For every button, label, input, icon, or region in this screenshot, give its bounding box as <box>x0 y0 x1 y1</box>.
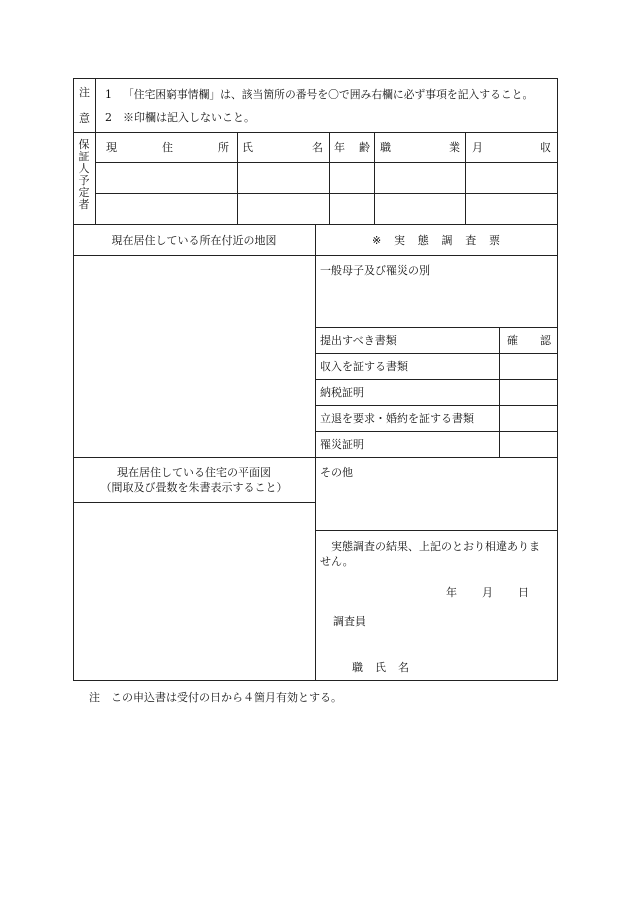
docs-row-divider-2 <box>315 379 558 380</box>
floorplan-header-2: （間取及び畳数を朱書表示すること） <box>100 481 288 494</box>
guarantor-side-label: 保 証 人 予 定 者 <box>78 138 90 211</box>
note-item-2-text: ※印欄は記入しないこと。 <box>123 111 255 124</box>
other-label: その他 <box>320 466 353 479</box>
notes-label-1: 注 <box>79 86 90 99</box>
docs-row-divider-3 <box>315 405 558 406</box>
guarantor-row-divider-1 <box>95 162 558 163</box>
note-item-1-text: 「住宅困窮事情欄」は、該当箇所の番号を〇で囲み右欄に必ず事項を記入すること。 <box>123 88 534 101</box>
notes-divider <box>95 78 96 133</box>
docs-header: 提出すべき書類 <box>320 334 397 347</box>
docs-confirm-divider <box>499 327 500 457</box>
col-header-address: 現 住 所 <box>106 141 229 154</box>
col-header-name: 氏 名 <box>242 141 323 154</box>
guarantor-col-divider-2 <box>329 132 330 225</box>
doc-item-disaster: 罹災証明 <box>320 438 364 451</box>
category-label: 一般母子及び罹災の別 <box>320 264 430 277</box>
doc-item-tax: 納税証明 <box>320 386 364 399</box>
col-header-age: 年 齢 <box>334 141 370 154</box>
doc-item-eviction: 立退を要求・婚約を証する書類 <box>320 412 474 425</box>
survey-header: ※ 実 態 調 査 票 <box>372 234 500 247</box>
investigator-label: 調査員 <box>333 615 366 628</box>
middle-divider <box>73 457 558 458</box>
category-divider <box>315 327 558 328</box>
other-divider <box>315 530 558 531</box>
note-item-1-num: 1 <box>105 88 112 101</box>
guarantor-col-divider-1 <box>237 132 238 225</box>
confirm-header: 確 認 <box>507 334 551 347</box>
doc-item-income: 収入を証する書類 <box>320 360 408 373</box>
date-month: 月 <box>482 586 493 599</box>
notes-box <box>73 78 558 133</box>
note-item-2-num: 2 <box>105 111 112 124</box>
floorplan-area[interactable] <box>74 503 315 680</box>
guarantor-col-divider-3 <box>374 132 375 225</box>
result-text-1: 実態調査の結果、上記のとおり相違ありま <box>331 540 540 553</box>
main-vertical-split <box>315 224 316 681</box>
col-header-job: 職 業 <box>380 141 460 154</box>
docs-row-divider-4 <box>315 431 558 432</box>
floorplan-header-1: 現在居住している住宅の平面図 <box>117 466 271 479</box>
docs-row-divider-1 <box>315 353 558 354</box>
footer-note: 注 この申込書は受付の日から４箇月有効とする。 <box>89 691 342 704</box>
map-section-header: 現在居住している所在付近の地図 <box>111 234 277 247</box>
notes-label-2: 意 <box>79 112 90 125</box>
guarantor-row-divider-2 <box>95 193 558 194</box>
col-header-income: 月 収 <box>472 141 551 154</box>
result-text-2: せん。 <box>320 555 354 568</box>
title-name-label: 職 氏 名 <box>352 661 409 674</box>
guarantor-side-divider <box>95 132 96 225</box>
date-day: 日 <box>518 586 529 599</box>
date-year: 年 <box>446 586 457 599</box>
map-area[interactable] <box>74 256 315 457</box>
guarantor-col-divider-4 <box>465 132 466 225</box>
